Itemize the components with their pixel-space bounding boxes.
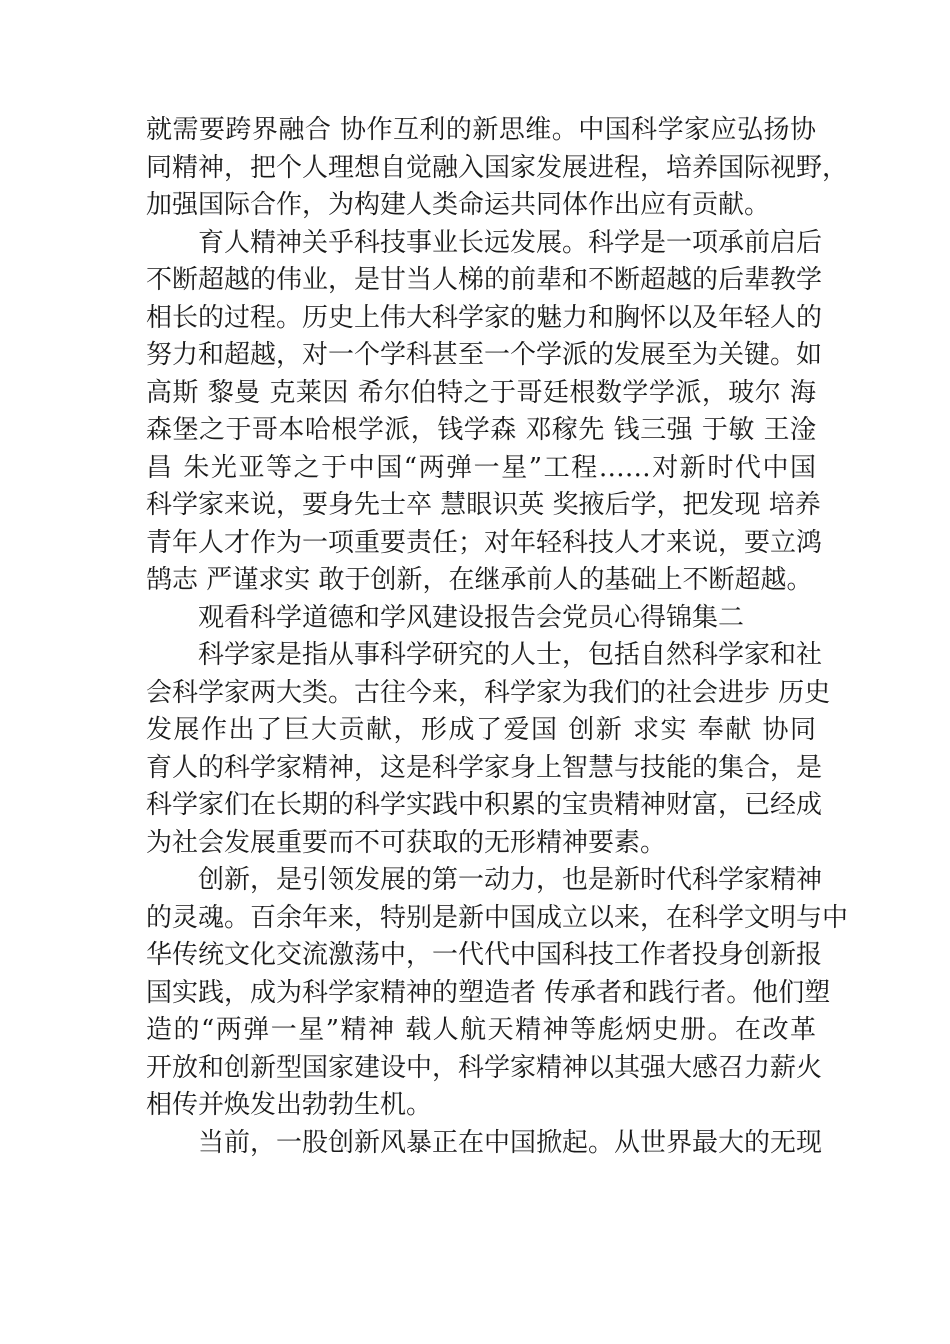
text-line: 鹄志 严谨求实 敢于创新，在继承前人的基础上不断超越。 (146, 565, 813, 595)
text-line: 不断超越的伟业，是甘当人梯的前辈和不断超越的后辈教学 (146, 265, 823, 295)
text-line: 科学家来说，要身先士卒 慧眼识英 奖掖后学，把发现 培养 (146, 490, 821, 520)
text-line: 高斯 黎曼 克莱因 希尔伯特之于哥廷根数学学派，玻尔 海 (146, 377, 816, 408)
text-line: 育人的科学家精神，这是科学家身上智慧与技能的集合，是 (146, 752, 823, 783)
text-line: 森堡之于哥本哈根学派，钱学森 邓稼先 钱三强 于敏 王淦 (146, 415, 816, 445)
text-line: 同精神，把个人理想自觉融入国家发展进程，培养国际视野， (146, 152, 849, 183)
text-line: 努力和超越，对一个学科甚至一个学派的发展至为关键。如 (146, 340, 823, 370)
text-line: 华传统文化交流激荡中，一代代中国科技工作者投身创新报 (146, 940, 823, 970)
text-line: 育人精神关乎科技事业长远发展。科学是一项承前启后 (198, 227, 823, 258)
text-line: 国实践，成为科学家精神的塑造者 传承者和践行者。他们塑 (146, 977, 831, 1008)
text-line: 当前，一股创新风暴正在中国掀起。从世界最大的无现 (198, 1127, 823, 1158)
text-line: 相传并焕发出勃勃生机。 (146, 1090, 433, 1120)
text-line: 造的“两弹一星”精神 载人航天精神等彪炳史册。在改革 (146, 1015, 816, 1045)
text-line: 观看科学道德和学风建设报告会党员心得锦集二 (198, 602, 745, 633)
text-line: 加强国际合作，为构建人类命运共同体作出应有贡献。 (146, 190, 771, 220)
text-line: 昌 朱光亚等之于中国“两弹一星”工程……对新时代中国 (146, 452, 816, 483)
text-line: 会科学家两大类。古往今来，科学家为我们的社会进步 历史 (146, 677, 831, 708)
text-line: 发展作出了巨大贡献，形成了爱国 创新 求实 奉献 协同 (146, 715, 816, 745)
text-line: 的灵魂。百余年来，特别是新中国成立以来，在科学文明与中 (146, 902, 849, 933)
text-line: 科学家们在长期的科学实践中积累的宝贵精神财富，已经成 (146, 790, 823, 820)
text-line: 为社会发展重要而不可获取的无形精神要素。 (146, 827, 667, 858)
text-line: 青年人才作为一项重要责任；对年轻科技人才来说，要立鸿 (146, 527, 823, 558)
text-line: 相长的过程。历史上伟大科学家的魅力和胸怀以及年轻人的 (146, 302, 823, 333)
document-body-text (146, 112, 849, 1162)
text-line: 创新，是引领发展的第一动力，也是新时代科学家精神 (198, 865, 823, 895)
text-line: 科学家是指从事科学研究的人士，包括自然科学家和社 (198, 640, 823, 670)
text-line: 就需要跨界融合 协作互利的新思维。中国科学家应弘扬协 (146, 115, 816, 145)
text-line: 开放和创新型国家建设中，科学家精神以其强大感召力薪火 (146, 1052, 823, 1083)
